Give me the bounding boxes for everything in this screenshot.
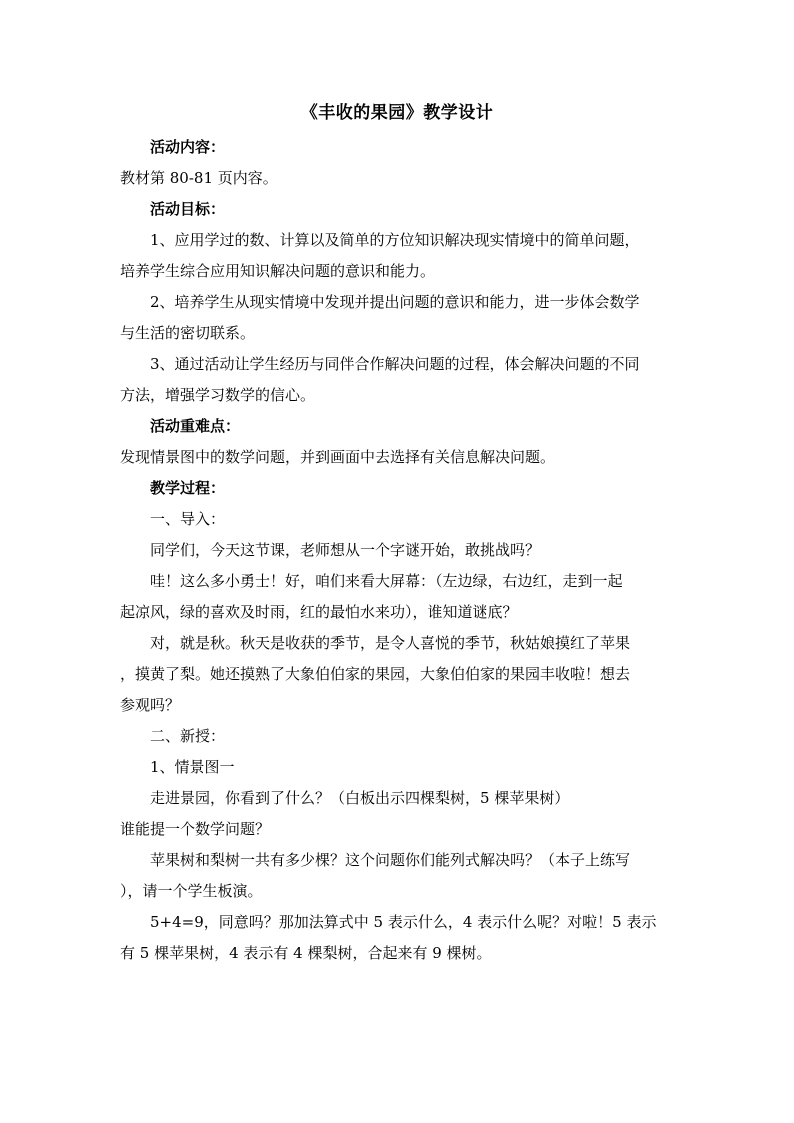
- paragraph-line: 苹果树和梨树一共有多少棵？这个问题你们能列式解决吗？（本子上练写: [150, 851, 631, 869]
- paragraph-line: 5+4=9，同意吗？那加法算式中 5 表示什么，4 表示什么呢？对啦！5 表示: [150, 913, 657, 931]
- paragraph-line: 同学们，今天这节课，老师想从一个字谜开始，敢挑战吗？: [150, 541, 541, 559]
- paragraph-line: 对，就是秋。秋天是收获的季节，是令人喜悦的季节，秋姑娘摸红了苹果: [150, 634, 631, 652]
- paragraph-line: 培养学生综合应用知识解决问题的意识和能力。: [120, 262, 436, 280]
- paragraph-line: 哇！这么多小勇士！好，咱们来看大屏幕：（左边绿，右边红，走到一起: [150, 572, 623, 590]
- document-title: 《丰收的果园》教学设计: [300, 103, 494, 123]
- section-heading-teaching-process: 教学过程：: [150, 479, 226, 497]
- subheading-introduction: 一、导入：: [150, 510, 226, 528]
- paragraph-line: 走进景园，你看到了什么？（白板出示四棵梨树，5 棵苹果树）: [150, 789, 570, 807]
- section-heading-activity-goals: 活动目标：: [150, 200, 226, 218]
- subheading-scene-one: 1、情景图一: [150, 758, 235, 776]
- paragraph-line: 方法，增强学习数学的信心。: [120, 386, 316, 404]
- subheading-new-lesson: 二、新授：: [150, 727, 226, 745]
- paragraph-line: 发现情景图中的数学问题，并到画面中去选择有关信息解决问题。: [120, 448, 556, 466]
- paragraph-line: ），请一个学生板演。: [120, 882, 263, 900]
- paragraph-line: 与生活的密切联系。: [120, 324, 256, 342]
- section-heading-activity-content: 活动内容：: [150, 138, 226, 156]
- paragraph-line: 起凉风，绿的喜欢及时雨，红的最怕水来功），谁知道谜底？: [120, 603, 518, 621]
- paragraph-line: 谁能提一个数学问题？: [120, 820, 271, 838]
- paragraph-line: 2、培养学生从现实情境中发现并提出问题的意识和能力，进一步体会数学: [150, 293, 640, 311]
- paragraph-line: 1、应用学过的数、计算以及简单的方位知识解决现实情境中的简单问题，: [150, 231, 640, 249]
- paragraph-line: ，摸黄了梨。她还摸熟了大象伯伯家的果园，大象伯伯家的果园丰收啦！想去: [120, 665, 631, 683]
- section-heading-key-difficulties: 活动重难点：: [150, 417, 241, 435]
- paragraph-line: 3、通过活动让学生经历与同伴合作解决问题的过程，体会解决问题的不同: [150, 355, 640, 373]
- paragraph-line: 有 5 棵苹果树，4 表示有 4 棵梨树，合起来有 9 棵树。: [120, 944, 492, 962]
- paragraph-line: 教材第 80-81 页内容。: [120, 169, 278, 187]
- paragraph-line: 参观吗？: [120, 696, 181, 714]
